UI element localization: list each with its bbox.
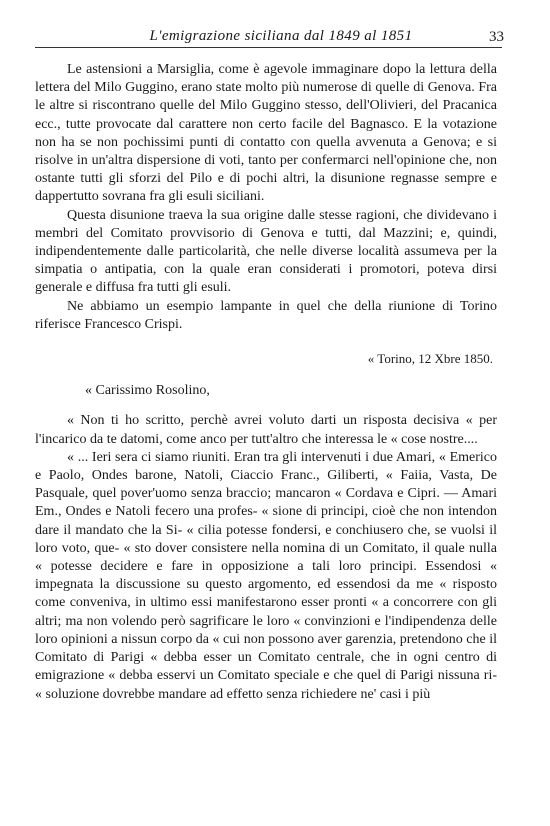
letter-salutation: « Carissimo Rosolino, [85,383,210,399]
letter-body [35,412,497,703]
header-rule [35,47,502,48]
page-header [60,26,502,48]
running-title: L'emigrazione siciliana dal 1849 al 1851 [149,28,413,44]
paragraph-3: Ne abbiamo un esempio lampante in quel che della riunione di Torino riferisce Francesco Crispi. [35,298,497,332]
page-body [35,61,497,704]
paragraph-1: Le astensioni a Marsiglia, come è agevole immaginare dopo la lettura della lettera del Milo Guggino, erano state molto più numerose di quelle di Genova. Fra le altre si riscontrano quelle del Milo Guggino stesso, dell'Olivieri, del Pracanica ecc., tutte provocate dal carattere non certo facile del Bagnasco. E la votazione non ha se non pochissimi punti di contatto con quella avvenuta a Genova; e si risolve in un'altra dispersione di voti, tanto per confermarci nell'opinione che, non ostante tutti gli sforzi del Pilo e di pochi altri, la disunione regnasse sempre e dappertutto sovrana fra gli esuli siciliani. [35,62,497,205]
page-number: 33 [489,29,504,45]
paragraph-2: Questa disunione traeva la sua origine dalle stesse ragioni, che dividevano i membri del Comitato provvisorio di Genova e tutti, dal Mazzini; e, quindi, indipendentemente dalle particolarità, che nelle diverse località assumeva per la simpatia o antipatia, con la quale eran considerati i promotori, poteva dirsi generale e diffusa fra tutti gli esuli. [35,207,497,296]
letter-paragraph-2: « ... Ieri sera ci siamo riuniti. Eran tra gli intervenuti i due Amari, « Emerico e Paolo, Ondes barone, Natoli, Ciaccio Franc., Giliberti, « Faiia, Vasta, De Pasquale, quel pover'uomo senza braccio; mancaron « Cordava e Cipri. — Amari Em., Ondes e Natoli fecero una profes- « sione di principi, cioè che non intendon dare il mandato che la Si- « cilia potesse fondersi, e conchiusero che, se vuolsi il loro voto, que- « sto dover consistere nella nomina di un Comitato, il quale nulla « potesse decidere e fare in opposizione a tali loro principi. Essendosi « impegnata la discussione su questo argomento, ed essendosi da me « risposto come conveniva, in ultimo essi manifestarono esser pronti « a concorrere con gli altri; ma non volendo però sagrificare le loro « convinzioni e l'indipendenza delle loro opinioni a nissun corpo da « cui non possono aver garenzia, pretendono che il Comitato di Parigi « debba esser un Comitato centrale, che in ogni centro di emigrazione « debba esservi un Comitato speciale e che quel di Parigi nissuna ri- « soluzione dovrebbe mandare ad effetto senza richiedere ne' casi i più [35,449,497,702]
letter-dateline: « Torino, 12 Xbre 1850. [367,351,493,367]
letter-paragraph-1: « Non ti ho scritto, perchè avrei voluto darti un risposta decisiva « per l'incarico da te datomi, come anco per tutt'altro che interessa le « cose nostre.... [35,413,497,447]
